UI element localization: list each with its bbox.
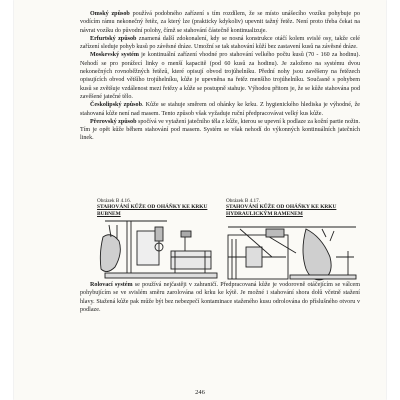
paragraph-body: je kontinuální zařízení vhodné pro stahování velkého počtu kusů (70 - 160 za hodinu). Nehodí se pro porážecí linky o menší kapacitě (pod 60 kusů za hodinu). Je založeno na systému dvou nekonečných rovnoběžných řetězů, které opisují obvod trojúhelníku. Přední nohy jsou zavěšeny na řetězech opisujících obvod většího trojúhelníku, kůže je upevněna na řetěz menšího trojúhelníku. Současně s pohybem kusů se zvětšuje vzdálenost mezi řetězy a kůže se postupně stahuje. Výhodou přitom je, že se kůže stahována pod zavěšené jatečné tělo. <box>80 52 360 100</box>
paragraph <box>80 101 360 118</box>
paragraph-term: Českolipský způsob <box>90 102 142 109</box>
paragraph <box>80 118 360 143</box>
paragraph-term: Přerovský způsob <box>90 118 137 125</box>
paragraph <box>80 51 360 101</box>
text-block-top <box>80 10 360 143</box>
paragraph <box>80 35 360 52</box>
paragraph-body: spočívá ve vytažení jatečního těla z kůže, kterou se upevní k podlaze za kožní partie nožin. Tím je opět kůže během stahování pod masem. Systém se však nehodí do výkonných kontinuálních jatečních linek. <box>80 118 360 142</box>
paragraph-body: používá podobného zařízení s tím rozdílem, že se místo unášecího vozíku pohybuje po vodícím rámu nekonečný řetěz, za který lze (prakticky kdykoliv) upevnit tažný řetěz. Není proto třeba čekat na návrat vozíku do původní polohy, čímž se stahování částečně kontinualizuje. <box>80 11 361 34</box>
figure-title: STAHOVÁNÍ KŮŽE OD OHÁŇKY KE KRKU BUBNEM <box>97 204 208 217</box>
page-number: 246 <box>195 389 205 396</box>
figure-b-4-16 <box>97 198 225 285</box>
paragraph-body: . Kůže se stahuje směrem od ohánky ke krku. Z hygienického hlediska je výhodné, že stahovaná kůže není nad masem. Tento způsob však vyžaduje ruční předpracovávat velký kus kůže. <box>80 102 360 117</box>
figure-title: STAHOVÁNÍ KŮŽE OD OHÁŇKY KE KRKU HYDRAULICKÝM RAMENEM <box>226 204 337 217</box>
paragraph-term: Rolovací systém <box>90 282 133 288</box>
paragraph <box>80 10 360 35</box>
paragraph-body: znamená další zdokonalení, kdy se nosná konstrukce otáčí kolem svislé osy, takže celé zařízení sleduje pohyb kusů po závěsné dráze. Umožní se tak stahování kůží bez zastavení kusů na závěsné dráze. <box>80 35 360 51</box>
paragraph-body: se používá nejčastěji v zahraničí. Předpracovaná kůže je vodorovně otáčejícím se válcem pohybujícím se ve svislém směru zarolována od krku ke kýtě. Je možné i stahování shora dolů včetně stažení hlavy. Stažená kůže pak může být bez nebezpečí kontaminace staženého kusu odrolována do příslušného otvoru v podlaze. <box>80 282 360 313</box>
paragraph-term: Omský způsob <box>90 11 130 17</box>
text-block-bottom <box>80 281 360 314</box>
figure-number: Obrázek B 4.16. <box>97 198 131 204</box>
figure-number: Obrázek B 4.17. <box>226 198 260 204</box>
paragraph <box>80 281 360 314</box>
paragraph-term: Erfurtský způsob <box>90 35 137 42</box>
paragraph-term: Moskevský systém <box>90 52 139 59</box>
hydraulic-arm-illustration <box>226 217 360 285</box>
drum-skinning-illustration <box>97 217 225 285</box>
book-page <box>14 0 386 400</box>
figure-b-4-17 <box>226 198 360 285</box>
